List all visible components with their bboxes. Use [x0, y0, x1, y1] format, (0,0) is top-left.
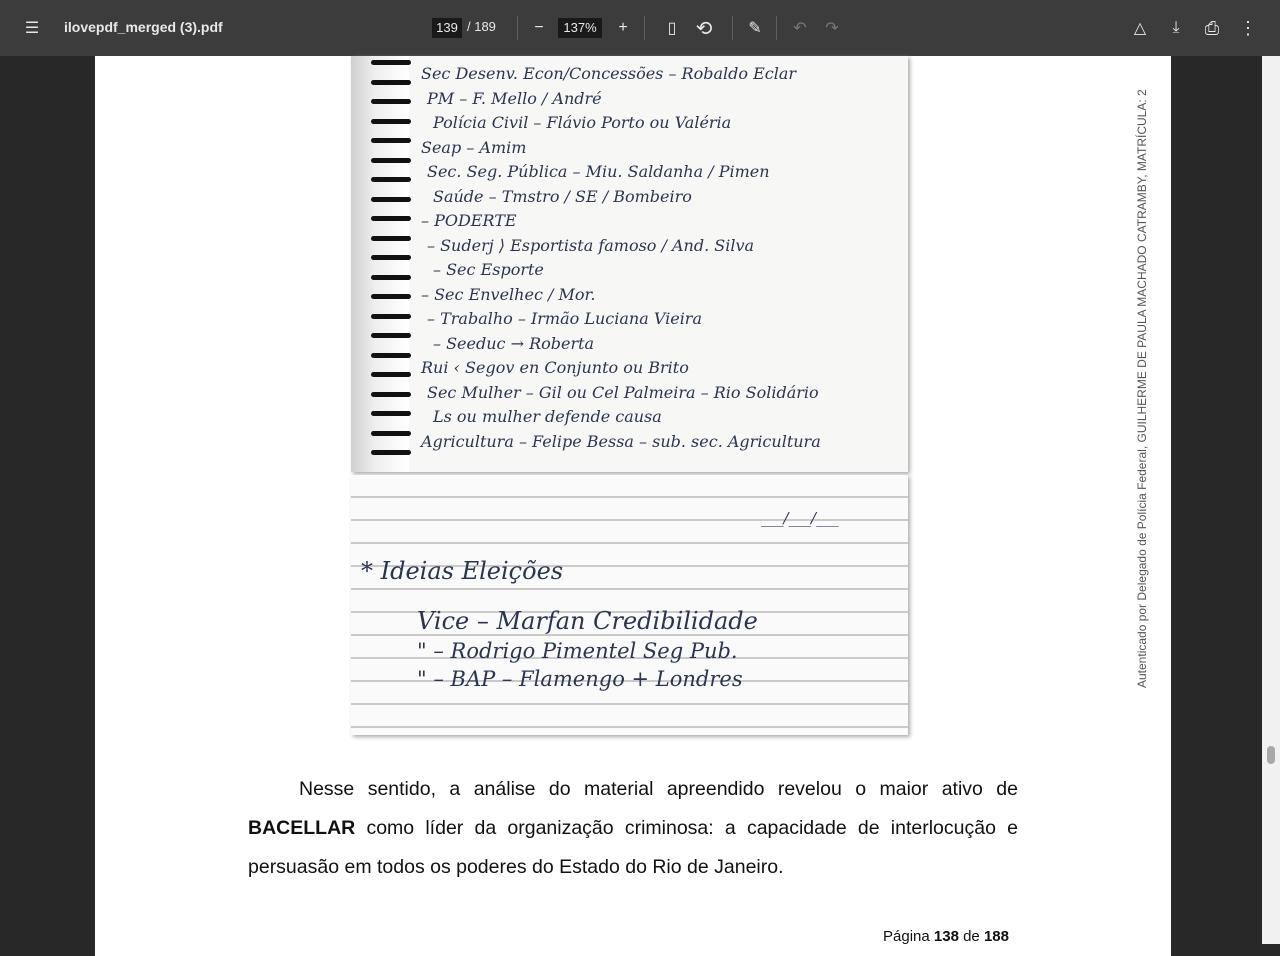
spiral-ring [371, 411, 411, 416]
paragraph-text: persuasão em todos os poderes do Estado do Rio de Janeiro. [248, 856, 784, 878]
footer-label: Página [883, 928, 930, 945]
handwritten-line: Rui ‹ Segov en Conjunto ou Brito [421, 358, 689, 377]
handwritten-line: – PODERTE [421, 211, 517, 230]
handwritten-line: Saúde – Tmstro / SE / Bombeiro [433, 186, 692, 206]
page-total: / 189 [467, 19, 496, 34]
annotate-icon[interactable]: ✎ [748, 20, 762, 37]
footer-page: 138 [933, 928, 959, 945]
spiral-ring [371, 158, 411, 163]
handwritten-notes-image-top [351, 56, 908, 472]
rotate-icon[interactable]: ⟲ [695, 17, 713, 40]
handwritten-line: – Sec Esporte [433, 260, 544, 279]
spiral-ring [371, 450, 411, 455]
print-icon[interactable]: ⎙ [1204, 17, 1220, 38]
spiral-ring [371, 372, 411, 377]
spiral-ring [371, 255, 411, 260]
watermark-text: Autenticado por Delegado de Polícia Federal, GUILHERME DE PAULA MACHADO CATRAMBY, MATRÍCULA: 2 [1135, 89, 1149, 688]
page-footer [883, 928, 1009, 945]
handwritten-line: Agricultura – Felipe Bessa – sub. sec. Agricultura [421, 431, 821, 451]
save-to-drive-icon[interactable]: △ [1133, 20, 1147, 37]
notebook-spiral [351, 56, 409, 472]
spiral-ring [371, 80, 411, 85]
spiral-ring [371, 177, 411, 182]
spiral-ring [371, 431, 411, 436]
divider [517, 16, 518, 40]
zoom-out-button[interactable]: − [534, 19, 544, 36]
spiral-ring [371, 314, 411, 319]
spiral-ring [371, 119, 411, 124]
spiral-ring [371, 138, 411, 143]
spiral-ring [371, 60, 411, 65]
handwritten-line: – Sec Envelhec / Mor. [421, 284, 596, 304]
spiral-ring [371, 333, 411, 338]
handwritten-line: – Seeduc → Roberta [433, 333, 595, 353]
page-number-input[interactable]: 139 [432, 18, 462, 38]
scrollbar-thumb[interactable] [1267, 746, 1275, 764]
handwritten-line: PM – F. Mello / André [427, 88, 602, 108]
zoom-input[interactable]: 137% [558, 18, 602, 38]
footer-of: de [963, 928, 980, 945]
download-icon[interactable]: ⤓ [1172, 19, 1180, 36]
handwritten-line: ___/___/___ [761, 509, 839, 527]
more-options-icon[interactable]: ⋮ [1239, 17, 1257, 38]
paragraph-text: como líder da organização criminosa: a capacidade de interlocução e [355, 817, 1018, 839]
handwritten-line: Ls ou mulher defende causa [433, 407, 662, 426]
fit-page-icon[interactable]: ▯ [667, 20, 677, 37]
spiral-ring [371, 197, 411, 202]
authentication-watermark [1135, 60, 1149, 690]
spiral-ring [371, 294, 411, 299]
divider [644, 16, 645, 40]
pdf-toolbar [0, 0, 1280, 56]
spiral-ring [371, 216, 411, 221]
handwritten-line: " – BAP – Flamengo + Londres [417, 667, 743, 691]
handwritten-line: – Suderj ⟩ Esportista famoso / And. Silva [427, 235, 755, 255]
handwritten-line: Sec. Seg. Pública – Miu. Saldanha / Pimen [427, 162, 770, 181]
divider [776, 16, 777, 40]
footer-total: 188 [983, 928, 1009, 945]
handwritten-line: " – Rodrigo Pimentel Seg Pub. [417, 639, 738, 663]
paragraph-text: Nesse sentido, a análise do material apreendido revelou o maior ativo de [299, 778, 1018, 800]
bold-name: BACELLAR [248, 817, 356, 839]
menu-icon[interactable]: ☰ [24, 20, 40, 37]
scrollbar[interactable] [1262, 56, 1280, 944]
handwritten-line: * Ideias Eleições [361, 557, 564, 585]
pdf-page [95, 56, 1171, 956]
handwritten-line: Seap – Amim [421, 137, 527, 157]
handwritten-line: Polícia Civil – Flávio Porto ou Valéria [433, 113, 732, 132]
spiral-ring [371, 275, 411, 280]
handwritten-line: Sec Mulher – Gil ou Cel Palmeira – Rio Solidário [427, 382, 819, 402]
spiral-ring [371, 99, 411, 104]
file-name: ilovepdf_merged (3).pdf [64, 19, 223, 35]
divider [732, 16, 733, 40]
spiral-ring [371, 392, 411, 397]
handwritten-line: – Trabalho – Irmão Luciana Vieira [427, 309, 702, 328]
spiral-ring [371, 236, 411, 241]
redo-icon[interactable]: ↷ [825, 20, 839, 37]
handwritten-line: Sec Desenv. Econ/Concessões – Robaldo Eclar [421, 64, 797, 83]
handwritten-notes-image-bottom [351, 475, 908, 735]
zoom-in-button[interactable]: + [618, 19, 628, 36]
spiral-ring [371, 353, 411, 358]
handwritten-line: Vice – Marfan Credibilidade [417, 607, 758, 635]
undo-icon[interactable]: ↶ [793, 20, 807, 37]
body-paragraph [248, 770, 1018, 887]
